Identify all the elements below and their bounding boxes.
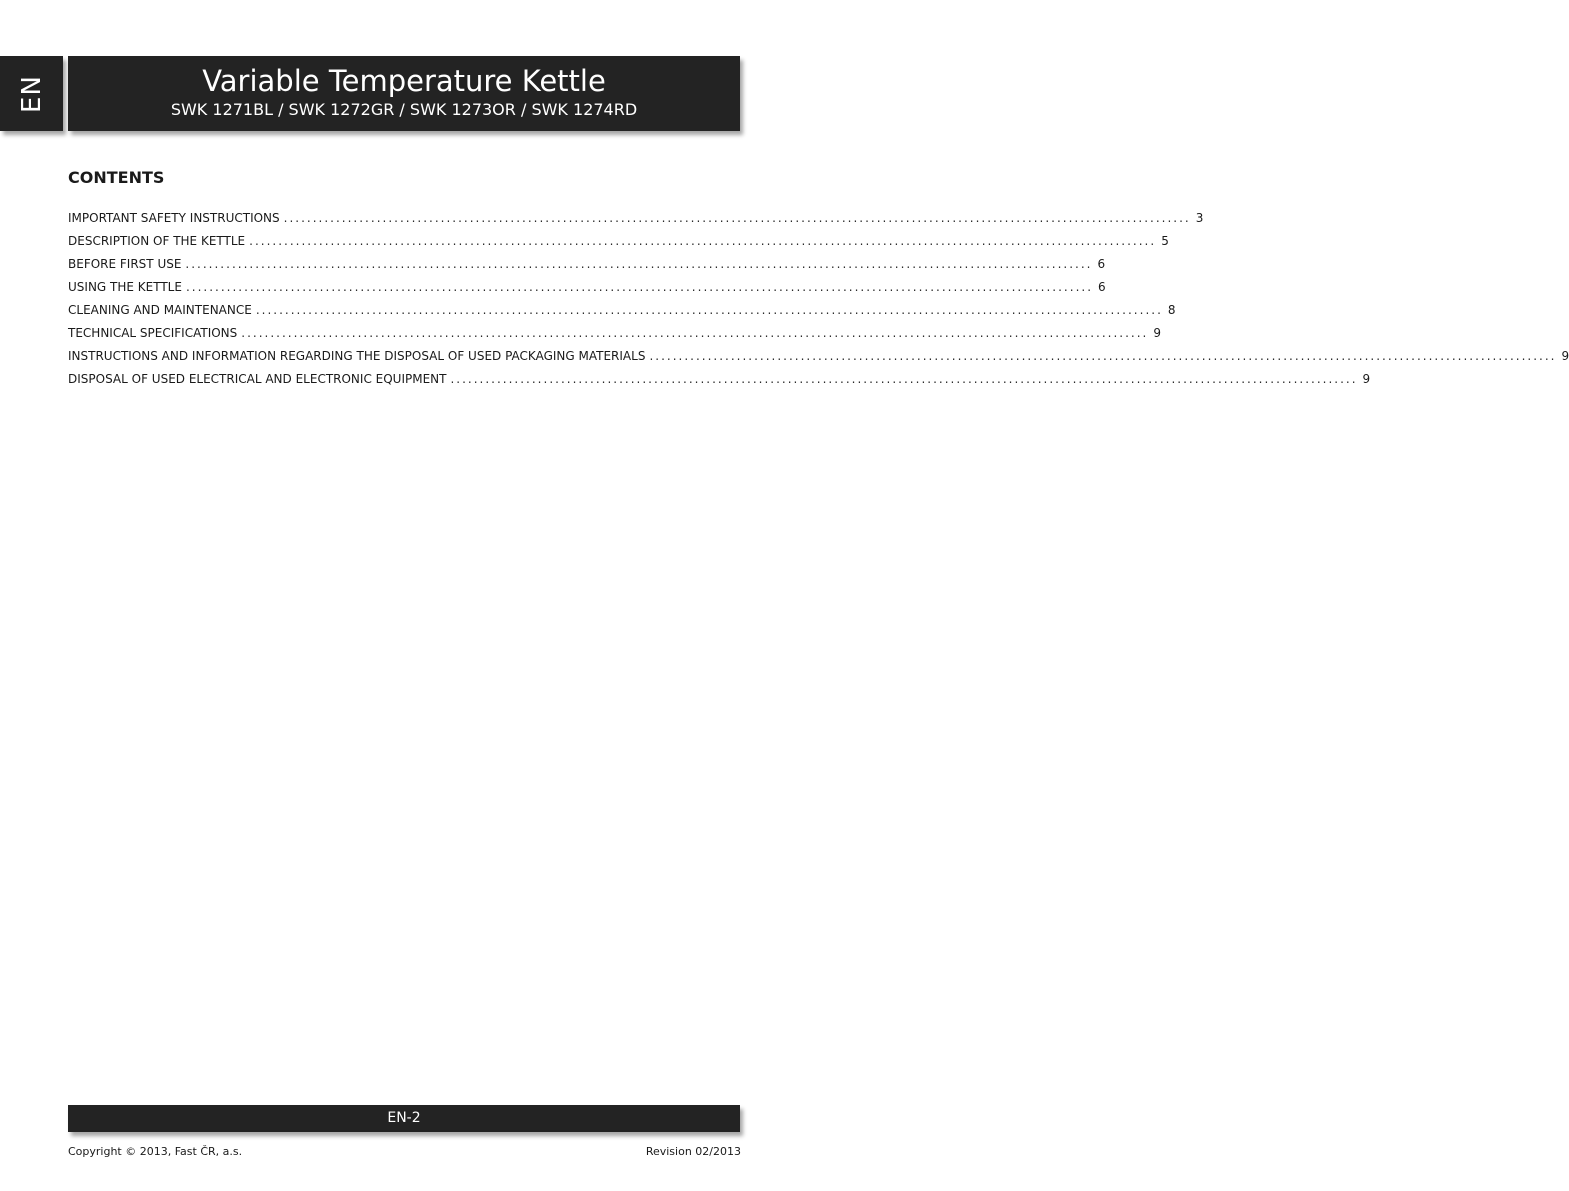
table-of-contents — [68, 207, 1569, 391]
footer-bar — [68, 1105, 740, 1132]
contents-heading: CONTENTS — [68, 168, 165, 187]
toc-entry-label: USING THE KETTLE — [68, 280, 182, 294]
toc-entry-page: 9 — [1153, 326, 1161, 340]
toc-entry-label: IMPORTANT SAFETY INSTRUCTIONS — [68, 211, 280, 225]
revision-label: Revision 02/2013 — [645, 1145, 741, 1158]
dot-leader: ............................................................................................................................................................ — [249, 234, 1157, 248]
toc-entry[interactable] — [68, 207, 1204, 230]
toc-entry[interactable] — [68, 253, 1106, 276]
toc-entry[interactable] — [68, 276, 1106, 299]
dot-leader: ............................................................................................................................................................ — [185, 257, 1093, 271]
document-title: Variable Temperature Kettle — [202, 64, 606, 98]
toc-entry[interactable] — [68, 345, 1569, 368]
toc-entry-page: 8 — [1167, 303, 1176, 317]
page-number: EN-2 — [387, 1110, 421, 1126]
header-bar — [68, 56, 740, 131]
dot-leader: ............................................................................................................................................................ — [185, 280, 1094, 294]
dot-leader: ............................................................................................................................................................ — [241, 326, 1149, 340]
toc-entry[interactable] — [68, 299, 1176, 322]
toc-entry-label: CLEANING AND MAINTENANCE — [68, 303, 252, 317]
toc-entry[interactable] — [68, 322, 1161, 345]
model-numbers: SWK 1271BL / SWK 1272GR / SWK 1273OR / SWK 1274RD — [170, 100, 638, 119]
toc-entry-page: 6 — [1097, 257, 1106, 271]
dot-leader: ............................................................................................................................................................ — [450, 372, 1358, 386]
toc-entry[interactable] — [68, 230, 1169, 253]
toc-entry-label: TECHNICAL SPECIFICATIONS — [68, 326, 238, 340]
toc-entry-page: 9 — [1561, 349, 1569, 363]
dot-leader: ............................................................................................................................................................ — [283, 211, 1191, 225]
dot-leader: ............................................................................................................................................................ — [255, 303, 1163, 317]
language-label: EN — [16, 74, 47, 113]
toc-entry-page: 3 — [1195, 211, 1204, 225]
toc-entry-page: 9 — [1362, 372, 1371, 386]
copyright-notice: Copyright © 2013, Fast ČR, a.s. — [68, 1145, 243, 1158]
toc-entry[interactable] — [68, 368, 1371, 391]
toc-entry-label: INSTRUCTIONS AND INFORMATION REGARDING THE DISPOSAL OF USED PACKAGING MATERIALS — [68, 349, 646, 363]
toc-entry-page: 6 — [1098, 280, 1106, 294]
toc-entry-label: DESCRIPTION OF THE KETTLE — [68, 234, 246, 248]
language-tab — [0, 56, 63, 131]
toc-entry-page: 5 — [1161, 234, 1169, 248]
toc-entry-label: DISPOSAL OF USED ELECTRICAL AND ELECTRONIC EQUIPMENT — [68, 372, 447, 386]
dot-leader: ............................................................................................................................................................ — [649, 349, 1557, 363]
toc-entry-label: BEFORE FIRST USE — [68, 257, 182, 271]
